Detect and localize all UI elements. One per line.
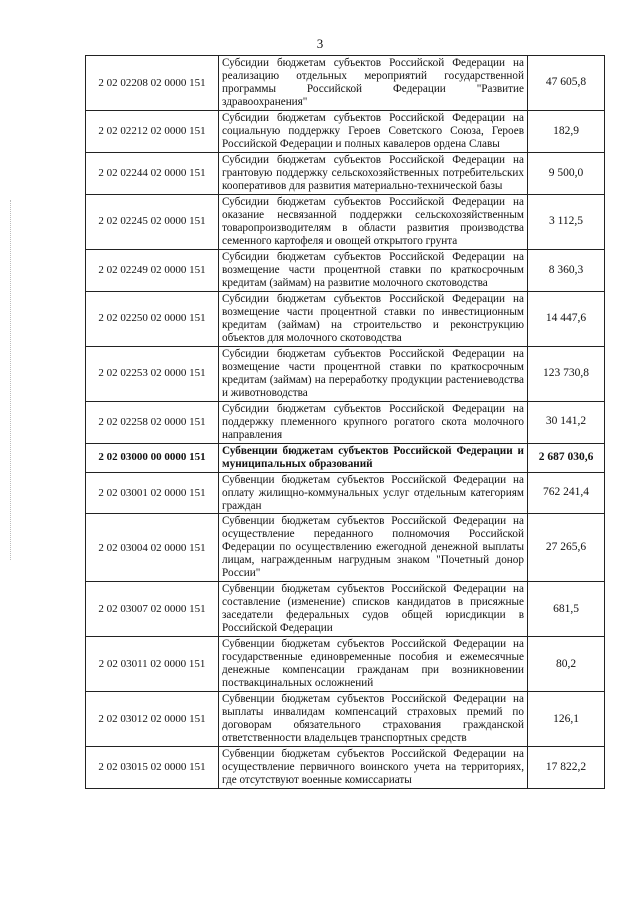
budget-code-cell: 2 02 03015 02 0000 151 — [86, 747, 219, 789]
amount-cell: 30 141,2 — [528, 401, 605, 443]
amount-cell: 17 822,2 — [528, 747, 605, 789]
budget-code-cell: 2 02 02244 02 0000 151 — [86, 152, 219, 194]
table-row — [86, 249, 605, 291]
description-cell: Субвенции бюджетам субъектов Российской Федерации на осуществление переданного полномочия Российской Федерации по осуществлению ежегодной денежной выплаты лицам, награжденным нагрудным знаком "Почетный донор России" — [219, 514, 528, 582]
table-row — [86, 152, 605, 194]
budget-code-cell: 2 02 02249 02 0000 151 — [86, 249, 219, 291]
budget-code-cell: 2 02 02208 02 0000 151 — [86, 56, 219, 111]
budget-code-cell: 2 02 02258 02 0000 151 — [86, 401, 219, 443]
budget-code-cell: 2 02 03000 00 0000 151 — [86, 443, 219, 472]
table-row — [86, 291, 605, 346]
budget-table-body — [86, 56, 605, 789]
description-cell: Субвенции бюджетам субъектов Российской Федерации на осуществление первичного воинского учета на территориях, где отсутствуют военные комиссариаты — [219, 747, 528, 789]
description-cell: Субсидии бюджетам субъектов Российской Федерации на социальную поддержку Героев Советского Союза, Героев Российской Федерации и полных кавалеров ордена Славы — [219, 110, 528, 152]
amount-cell: 80,2 — [528, 637, 605, 692]
description-cell: Субсидии бюджетам субъектов Российской Федерации на поддержку племенного крупного рогатого скота молочного направления — [219, 401, 528, 443]
description-cell: Субсидии бюджетам субъектов Российской Федерации на возмещение части процентной ставки по инвестиционным кредитам (займам) на строительство и реконструкцию объектов для молочного скотоводства — [219, 291, 528, 346]
amount-cell: 2 687 030,6 — [528, 443, 605, 472]
description-cell: Субвенции бюджетам субъектов Российской Федерации на оплату жилищно-коммунальных услуг отдельным категориям граждан — [219, 472, 528, 514]
budget-code-cell: 2 02 03012 02 0000 151 — [86, 692, 219, 747]
amount-cell: 27 265,6 — [528, 514, 605, 582]
table-row — [86, 56, 605, 111]
budget-code-cell: 2 02 03007 02 0000 151 — [86, 582, 219, 637]
amount-cell: 126,1 — [528, 692, 605, 747]
table-row — [86, 346, 605, 401]
table-row — [86, 514, 605, 582]
budget-code-cell: 2 02 02250 02 0000 151 — [86, 291, 219, 346]
description-cell: Субвенции бюджетам субъектов Российской Федерации на государственные единовременные пособия и ежемесячные денежные компенсации гражданам при возникновении поствакцинальных осложнений — [219, 637, 528, 692]
amount-cell: 14 447,6 — [528, 291, 605, 346]
budget-code-cell: 2 02 03011 02 0000 151 — [86, 637, 219, 692]
amount-cell: 47 605,8 — [528, 56, 605, 111]
description-cell: Субсидии бюджетам субъектов Российской Федерации на возмещение части процентной ставки по краткосрочным кредитам (займам) на переработку продукции растениеводства и животноводства — [219, 346, 528, 401]
table-row — [86, 401, 605, 443]
amount-cell: 3 112,5 — [528, 194, 605, 249]
table-row — [86, 637, 605, 692]
description-cell: Субвенции бюджетам субъектов Российской Федерации на составление (изменение) списков кандидатов в присяжные заседатели федеральных судов общей юрисдикции в Российской Федерации — [219, 582, 528, 637]
margin-marks — [10, 200, 13, 560]
description-cell: Субсидии бюджетам субъектов Российской Федерации на грантовую поддержку сельскохозяйственных потребительских кооперативов для развития материально-технической базы — [219, 152, 528, 194]
amount-cell: 8 360,3 — [528, 249, 605, 291]
table-row — [86, 747, 605, 789]
budget-code-cell: 2 02 02245 02 0000 151 — [86, 194, 219, 249]
table-row — [86, 110, 605, 152]
budget-code-cell: 2 02 02212 02 0000 151 — [86, 110, 219, 152]
table-row — [86, 582, 605, 637]
description-cell: Субвенции бюджетам субъектов Российской Федерации на выплаты инвалидам компенсаций страховых премий по договорам обязательного страхования гражданской ответственности владельцев транспортных средств — [219, 692, 528, 747]
table-row — [86, 472, 605, 514]
table-row — [86, 194, 605, 249]
table-row — [86, 692, 605, 747]
description-cell: Субвенции бюджетам субъектов Российской Федерации и муниципальных образований — [219, 443, 528, 472]
budget-code-cell: 2 02 03004 02 0000 151 — [86, 514, 219, 582]
budget-table — [85, 55, 605, 789]
amount-cell: 681,5 — [528, 582, 605, 637]
budget-code-cell: 2 02 03001 02 0000 151 — [86, 472, 219, 514]
description-cell: Субсидии бюджетам субъектов Российской Федерации на реализацию отдельных мероприятий государственной программы Российской Федерации "Развитие здравоохранения" — [219, 56, 528, 111]
table-row — [86, 443, 605, 472]
description-cell: Субсидии бюджетам субъектов Российской Федерации на возмещение части процентной ставки по краткосрочным кредитам (займам) на развитие молочного скотоводства — [219, 249, 528, 291]
amount-cell: 182,9 — [528, 110, 605, 152]
amount-cell: 123 730,8 — [528, 346, 605, 401]
amount-cell: 762 241,4 — [528, 472, 605, 514]
budget-code-cell: 2 02 02253 02 0000 151 — [86, 346, 219, 401]
page-number: 3 — [316, 36, 324, 51]
description-cell: Субсидии бюджетам субъектов Российской Федерации на оказание несвязанной поддержки сельскохозяйственным товаропроизводителям в области развития производства семенного картофеля и овощей открытого грунта — [219, 194, 528, 249]
amount-cell: 9 500,0 — [528, 152, 605, 194]
